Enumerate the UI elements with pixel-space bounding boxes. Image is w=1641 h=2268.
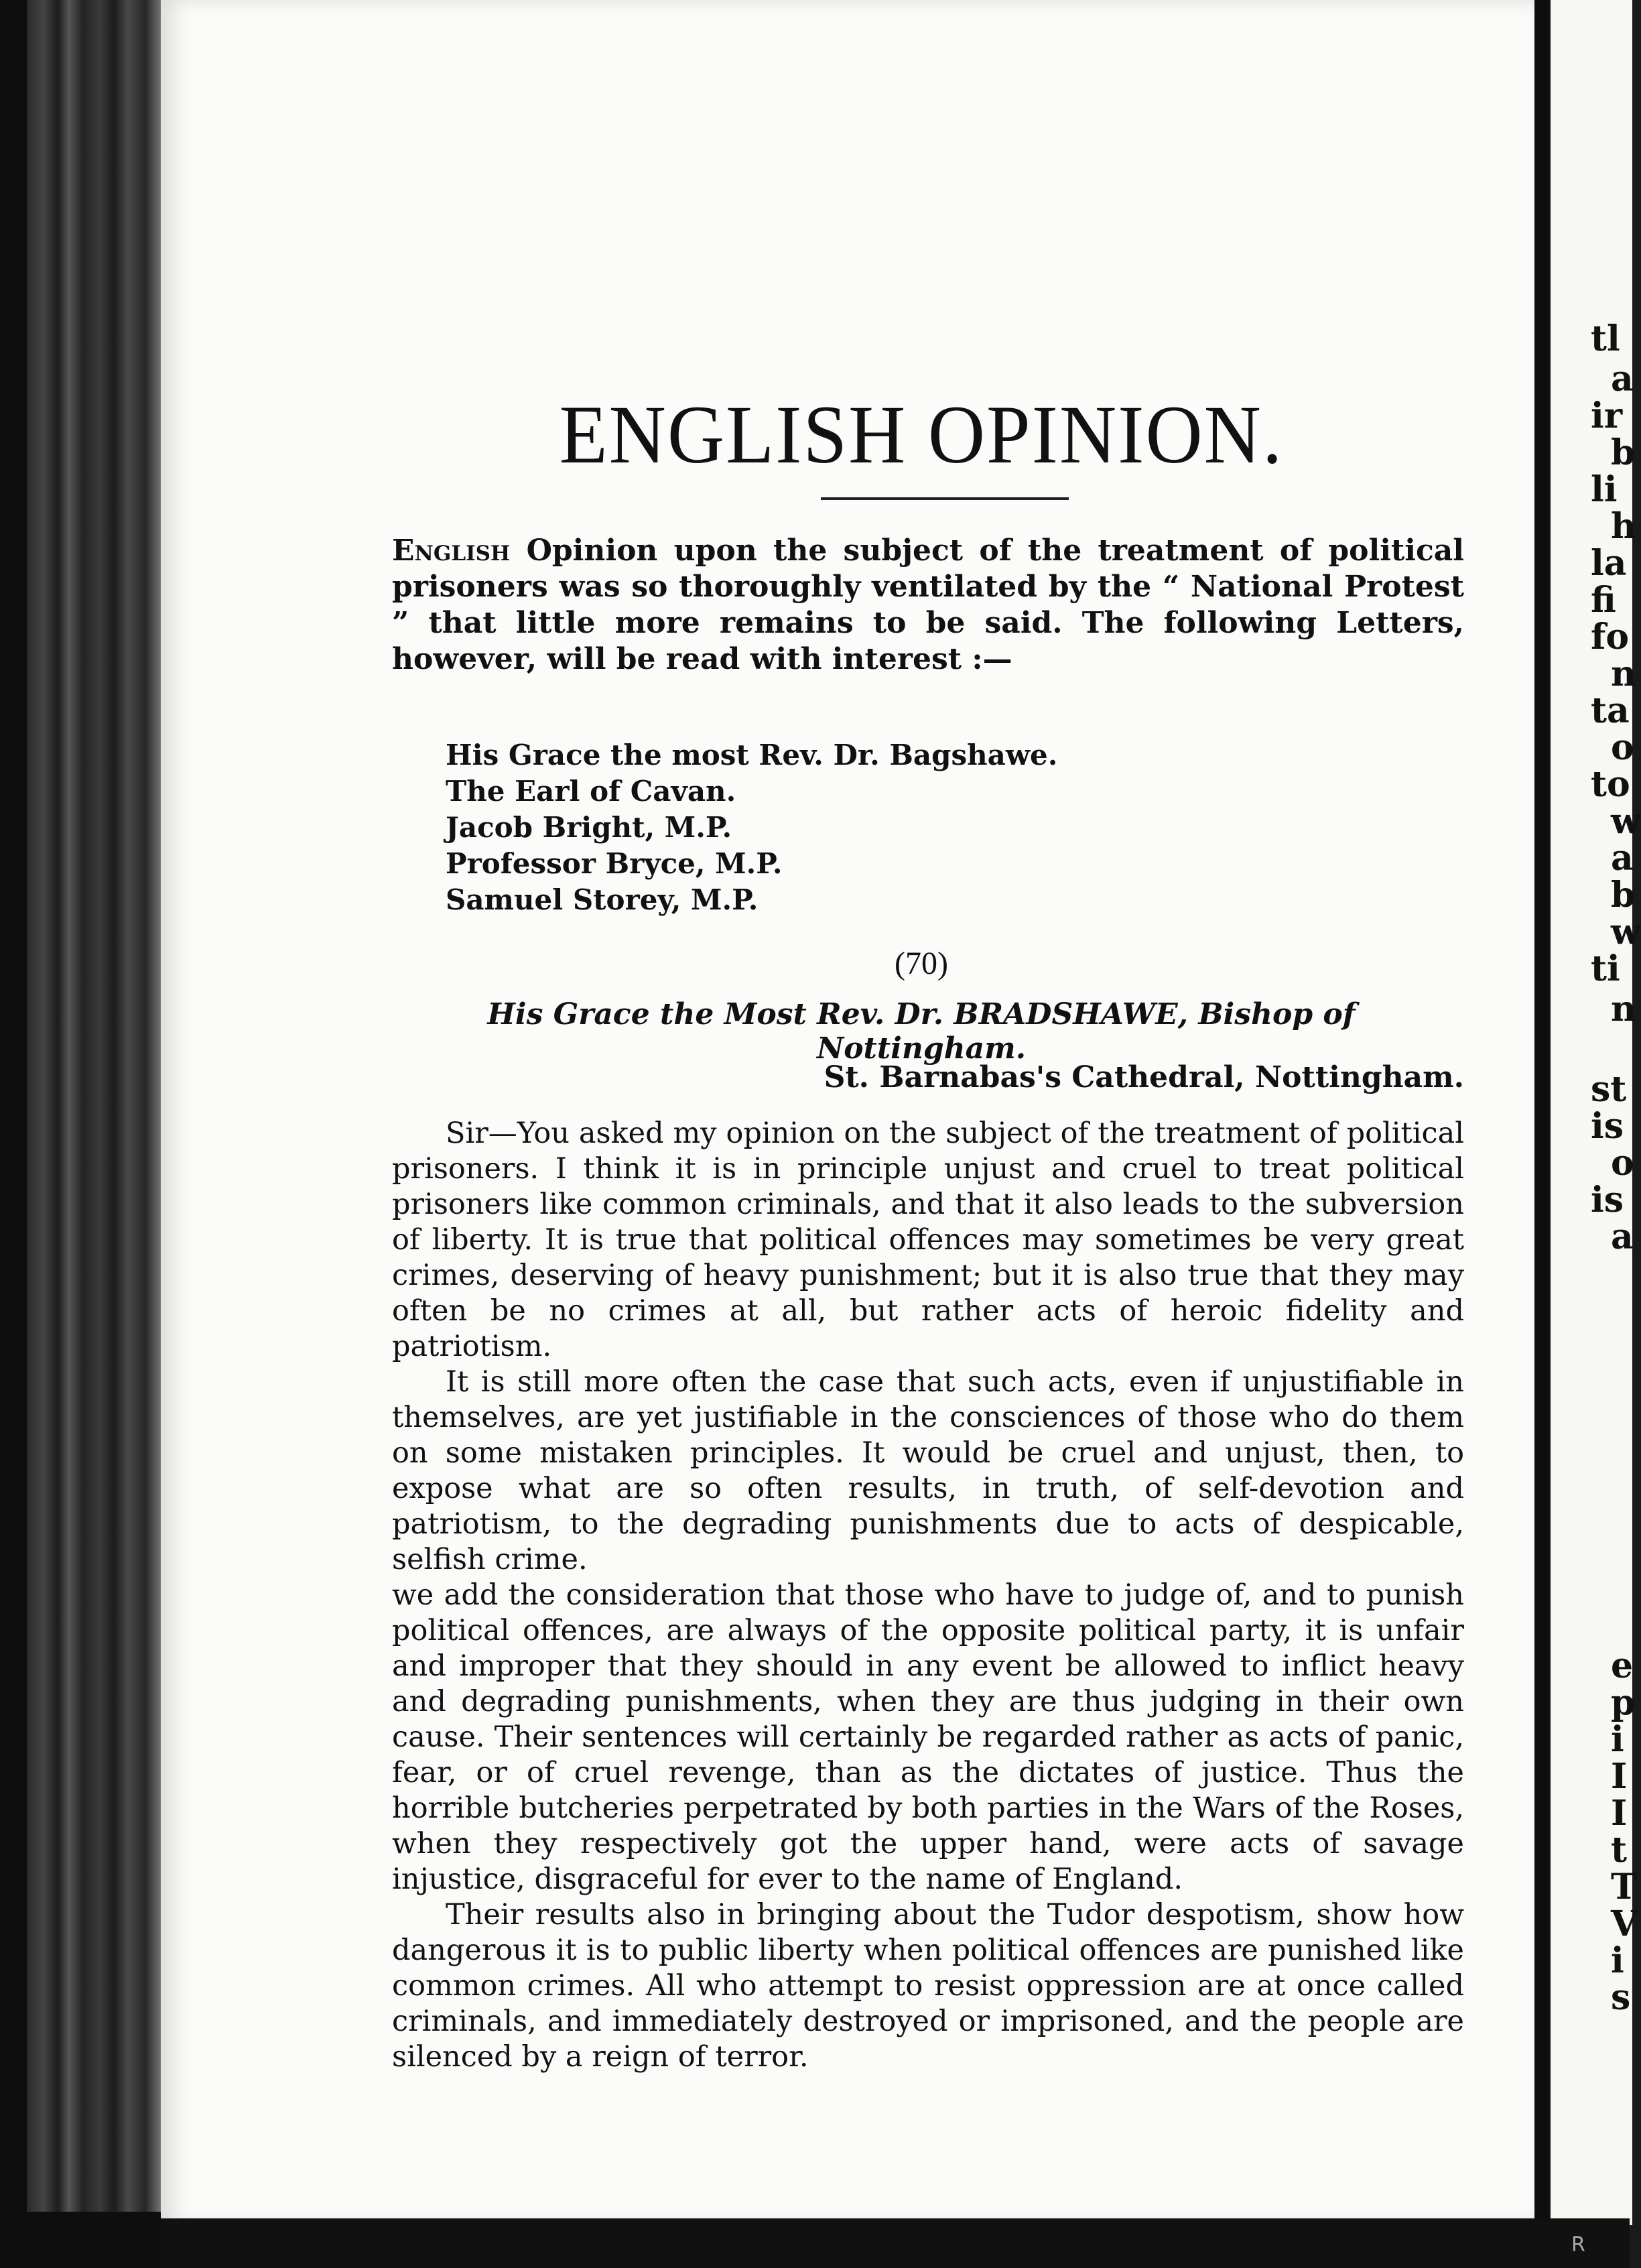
- correspondent-name: Jacob Bright, M.P.: [446, 811, 732, 844]
- intro-paragraph: [392, 533, 1464, 678]
- facing-page-fragment: a: [1611, 1216, 1634, 1257]
- letter-heading: His Grace the Most Rev. Dr. BRADSHAWE, Bishop of Nottingham.: [487, 997, 1356, 1066]
- title-divider: [821, 497, 1069, 500]
- facing-page-fragment: T: [1611, 1867, 1637, 1907]
- page-number: (70): [895, 946, 948, 981]
- facing-page-fragment: ta: [1591, 690, 1630, 731]
- facing-page-fragment: is: [1591, 1106, 1624, 1147]
- letter-paragraph: Their results also in bringing about the Tudor despotism, show how dangerous it is to public liberty when political offences are punished like common crimes. All who attempt to resist oppression are at once called criminals, and immediately destroyed or imprisoned, and the people are silenced by a reign of terror.: [392, 1898, 1464, 2074]
- facing-page-fragment: fi: [1591, 580, 1616, 621]
- facing-page-fragment: ti: [1591, 948, 1620, 989]
- facing-page-fragment: i: [1611, 1719, 1624, 1760]
- facing-page-fragment: t: [1611, 1830, 1628, 1871]
- intro-text: Opinion upon the subject of the treatment of political prisoners was so thoroughly ventilated by the “ National Protest ” that little more remains to be said. The following Letters, however, will be read with interest :—: [392, 533, 1464, 676]
- facing-page-fragment: e: [1611, 1645, 1634, 1686]
- facing-page-fragment: a: [1611, 838, 1634, 879]
- facing-page-fragment: is: [1591, 1180, 1624, 1220]
- facing-page-fragment: I: [1611, 1793, 1628, 1834]
- facing-page-fragment: h: [1611, 506, 1636, 547]
- letter-body: [392, 1116, 1464, 2075]
- facing-page-fragment: li: [1591, 469, 1618, 510]
- correspondent-list: [446, 737, 1057, 918]
- facing-page-fragment: b: [1611, 432, 1636, 473]
- facing-page-fragment: to: [1591, 764, 1630, 805]
- facing-page-fragment: st: [1591, 1069, 1627, 1110]
- facing-page-fragment: s: [1611, 1977, 1631, 2018]
- correspondent-name: Professor Bryce, M.P.: [446, 847, 783, 880]
- book-binding: [27, 0, 168, 2212]
- facing-page-fragment: n: [1611, 989, 1636, 1029]
- facing-page-fragment: fo: [1591, 617, 1630, 657]
- letter-paragraph: It is still more often the case that such acts, even if unjustifiable in themselves, are yet justifiable in the consciences of those who do them on some mistaken principles. It would be cruel and unjust, then, to expose what are so often results, in truth, of self-devotion and patriotism, to the degrading punishments due to acts of despicable, selfish crime.: [392, 1365, 1464, 1576]
- facing-page-fragment: la: [1591, 543, 1627, 584]
- facing-page-fragment: b: [1611, 875, 1636, 916]
- facing-page-fragment: I: [1611, 1756, 1628, 1797]
- book-page: [161, 0, 1534, 2225]
- letter-paragraph: we add the consideration that those who have to judge of, and to punish political offences, are always of the opposite political party, it is unfair and improper that they should in any event be allowed to inflict heavy and degrading punishments, when they are thus judging in their own cause. Their sentences will certainly be regarded rather as acts of panic, fear, or of cruel revenge, than as the dictates of justice. Thus the horrible butcheries perpetrated by both parties in the Wars of the Roses, when they respectively got the upper hand, were acts of savage injustice, disgraceful for ever to the name of England.: [392, 1578, 1464, 1896]
- letter-paragraph: Sir—You asked my opinion on the subject of the treatment of political prisoners. I think it is in principle unjust and cruel to treat political prisoners like common criminals, and that it also leads to the subversion of liberty. It is true that political offences may sometimes be very great crimes, deserving of heavy punishment; but it is also true that they may often be no crimes at all, but rather acts of heroic fidelity and patriotism.: [392, 1117, 1464, 1363]
- facing-page-fragment: i: [1611, 1940, 1624, 1981]
- facing-page-fragment: tl: [1591, 318, 1620, 359]
- facing-page-fragment: o: [1611, 1143, 1634, 1184]
- correspondent-name: The Earl of Cavan.: [446, 775, 736, 808]
- corner-mark: R: [1571, 2233, 1585, 2257]
- letter-address: St. Barnabas's Cathedral, Nottingham.: [824, 1060, 1464, 1094]
- facing-page-fragment: ir: [1591, 395, 1623, 436]
- facing-page-fragment: n: [1611, 653, 1636, 694]
- correspondent-name: His Grace the most Rev. Dr. Bagshawe.: [446, 739, 1058, 771]
- intro-lead-word: English: [392, 533, 511, 568]
- facing-page-fragment: o: [1611, 727, 1634, 768]
- facing-page-fragment: a: [1611, 359, 1634, 399]
- facing-page-fragment: w: [1611, 801, 1641, 842]
- facing-page-fragment: w: [1611, 911, 1641, 952]
- facing-page-edge: [1548, 0, 1641, 2225]
- facing-page-fragment: p: [1611, 1682, 1636, 1723]
- scan-bottom-edge: [161, 2218, 1630, 2268]
- page-title: ENGLISH OPINION.: [559, 388, 1284, 481]
- correspondent-name: Samuel Storey, M.P.: [446, 883, 759, 916]
- facing-page-fragment: V: [1611, 1903, 1638, 1944]
